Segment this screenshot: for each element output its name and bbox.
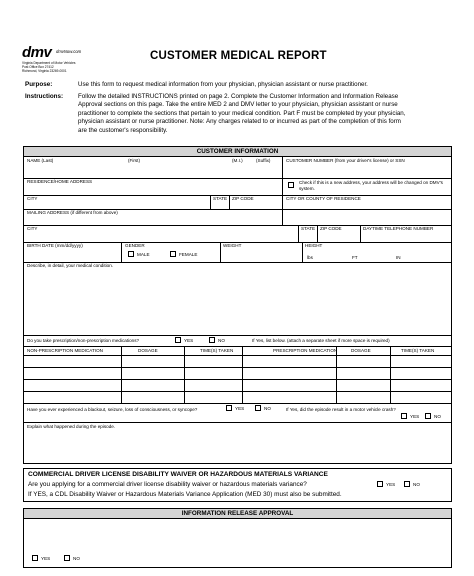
customer-information-section (23, 146, 452, 464)
med-col-time-2: TIME(S) TAKEN (401, 348, 435, 353)
daytime-phone-label: DAYTIME TELEPHONE NUMBER (363, 226, 434, 231)
mailing-city-field[interactable] (24, 225, 297, 242)
dmv-logo-mark: dmv (22, 44, 52, 61)
crash-no-checkbox[interactable] (425, 413, 431, 419)
explain-episode-label: Explain what happened during the episode. (27, 424, 116, 429)
name-suffix-label: (Suffix) (256, 158, 271, 163)
dmv-url: dmvNow.com (56, 49, 82, 54)
medications-no-label: NO (218, 338, 225, 343)
cdl-question: Are you applying for a commercial driver license disability waiver or hazardous materials variance? (28, 481, 307, 488)
residence-label: RESIDENCE/HOME ADDRESS (27, 179, 93, 184)
customer-number-field[interactable] (283, 157, 451, 178)
crash-no-label: NO (434, 414, 441, 419)
cdl-no-label: NO (413, 482, 420, 487)
blackout-question: Have you ever experienced a blackout, seizure, loss of consciousness, or syncope? (27, 407, 198, 412)
height-label: HEIGHT (305, 243, 323, 248)
describe-condition-field[interactable] (24, 270, 451, 334)
release-no-checkbox[interactable] (64, 555, 70, 561)
mailing-zip-field[interactable] (318, 225, 359, 242)
female-checkbox[interactable] (170, 251, 176, 257)
customer-information-header: CUSTOMER INFORMATION (24, 147, 451, 157)
new-address-checkbox[interactable] (288, 182, 294, 188)
weight-field[interactable] (221, 242, 319, 262)
information-release-header: INFORMATION RELEASE APPROVAL (24, 509, 451, 519)
explain-episode-field[interactable] (24, 431, 451, 463)
instructions-text: Follow the detailed INSTRUCTIONS printed on page 2. Complete the Customer Information and Information Release Approval sections on this page. Take the entire MED 2 and DMV letter to your physician, physician assistant or nurse practitioner to complete the sections that pertain to your medical condition. Part F must be completed by your physician, physician assistant or nurse practitioner. Note: Any charges related to or incurred as part of the completion of this form are the customer's responsibility. (78, 93, 406, 134)
inches-label: IN (396, 255, 401, 260)
medications-no-checkbox[interactable] (209, 337, 215, 343)
lbs-label: lbs (307, 255, 313, 260)
county-field[interactable] (283, 195, 451, 209)
female-label: FEMALE (179, 252, 198, 257)
height-feet-field[interactable] (320, 247, 360, 262)
mailing-state-field[interactable] (299, 225, 317, 242)
dmv-logo (22, 44, 100, 78)
cdl-title: COMMERCIAL DRIVER LICENSE DISABILITY WAIVER OR HAZARDOUS MATERIALS VARIANCE (28, 471, 328, 478)
customer-number-label: CUSTOMER NUMBER (from your driver's license) or SSN (286, 158, 405, 163)
med-col-dosage-1: DOSAGE (138, 348, 158, 353)
medications-table-body[interactable] (24, 355, 451, 403)
city-label: CITY (27, 196, 38, 201)
med-col-time-1: TIME(S) TAKEN (200, 348, 234, 353)
height-inches-field[interactable] (361, 247, 451, 262)
mailing-zip-label: ZIP CODE (320, 226, 342, 231)
release-yes-checkbox[interactable] (32, 555, 38, 561)
crash-yes-checkbox[interactable] (401, 413, 407, 419)
weight-label: WEIGHT (223, 243, 242, 248)
name-field[interactable] (24, 157, 282, 178)
med-col-rx: PRESCRIPTION MEDICATION (273, 348, 338, 353)
birth-date-label: BIRTH DATE (mm/dd/yyyy) (27, 243, 83, 248)
medications-question: Do you take prescription/non-prescription medications? (27, 338, 140, 343)
medications-list-note: If Yes, list below. (attach a separate sheet if more space is required) (252, 338, 390, 343)
cdl-no-checkbox[interactable] (404, 481, 410, 487)
birth-date-field[interactable] (24, 242, 121, 262)
vehicle-crash-question: If Yes, did the episode result in a motor vehicle crash? (286, 407, 396, 412)
blackout-no-checkbox[interactable] (255, 405, 261, 411)
page-title: CUSTOMER MEDICAL REPORT (150, 50, 327, 62)
purpose-text: Use this form to request medical information from your physician, physician assistant or nurse practitioner. (78, 81, 368, 88)
male-label: MALE (137, 252, 150, 257)
cdl-note: If YES, a CDL Disability Waiver or Hazardous Materials Variance Application (MED 30) must also be submitted. (28, 491, 342, 498)
zip-field[interactable] (230, 195, 282, 209)
med-col-dosage-2: DOSAGE (351, 348, 371, 353)
blackout-no-label: NO (264, 406, 271, 411)
zip-label: ZIP CODE (232, 196, 254, 201)
gender-label: GENDER (125, 243, 145, 248)
mailing-state-label: STATE (301, 226, 316, 231)
mailing-label: MAILING ADDRESS (if different from above) (27, 210, 118, 215)
release-yes-label: YES (41, 556, 51, 561)
daytime-phone-field[interactable] (361, 225, 451, 242)
name-last-label: NAME (Last) (27, 158, 54, 163)
cdl-yes-checkbox[interactable] (377, 481, 383, 487)
blackout-yes-checkbox[interactable] (226, 405, 232, 411)
release-no-label: NO (73, 556, 80, 561)
name-first-label: (First) (128, 158, 140, 163)
cdl-waiver-section (23, 468, 452, 502)
purpose-label: Purpose: (25, 81, 53, 88)
male-checkbox[interactable] (128, 251, 134, 257)
medications-yes-checkbox[interactable] (175, 337, 181, 343)
county-label: CITY OR COUNTY OF RESIDENCE (286, 196, 361, 201)
state-label: STATE (213, 196, 228, 201)
med-col-nonrx: NON-PRESCRIPTION MEDICATION (27, 348, 103, 353)
mailing-field[interactable] (24, 209, 282, 225)
name-mi-label: (M.I.) (232, 158, 243, 163)
describe-condition-label: Describe, in detail, your medical condition. (27, 263, 114, 268)
mailing-city-label: CITY (27, 226, 38, 231)
medications-yes-label: YES (184, 338, 194, 343)
feet-label: FT (352, 255, 358, 260)
state-field[interactable] (211, 195, 229, 209)
instructions-label: Instructions: (25, 93, 64, 100)
cdl-yes-label: YES (386, 482, 396, 487)
crash-yes-label: YES (410, 414, 420, 419)
city-field[interactable] (24, 195, 210, 209)
blackout-yes-label: YES (235, 406, 245, 411)
agency-address: Virginia Department of Motor Vehicles Post Office Box 27412 Richmond, Virginia 23269-0001 (22, 61, 76, 73)
residence-field[interactable] (24, 178, 282, 195)
information-release-section (23, 508, 452, 568)
new-address-note: Check if this is a new address, your address will be changed on DMV's system. (299, 180, 443, 191)
